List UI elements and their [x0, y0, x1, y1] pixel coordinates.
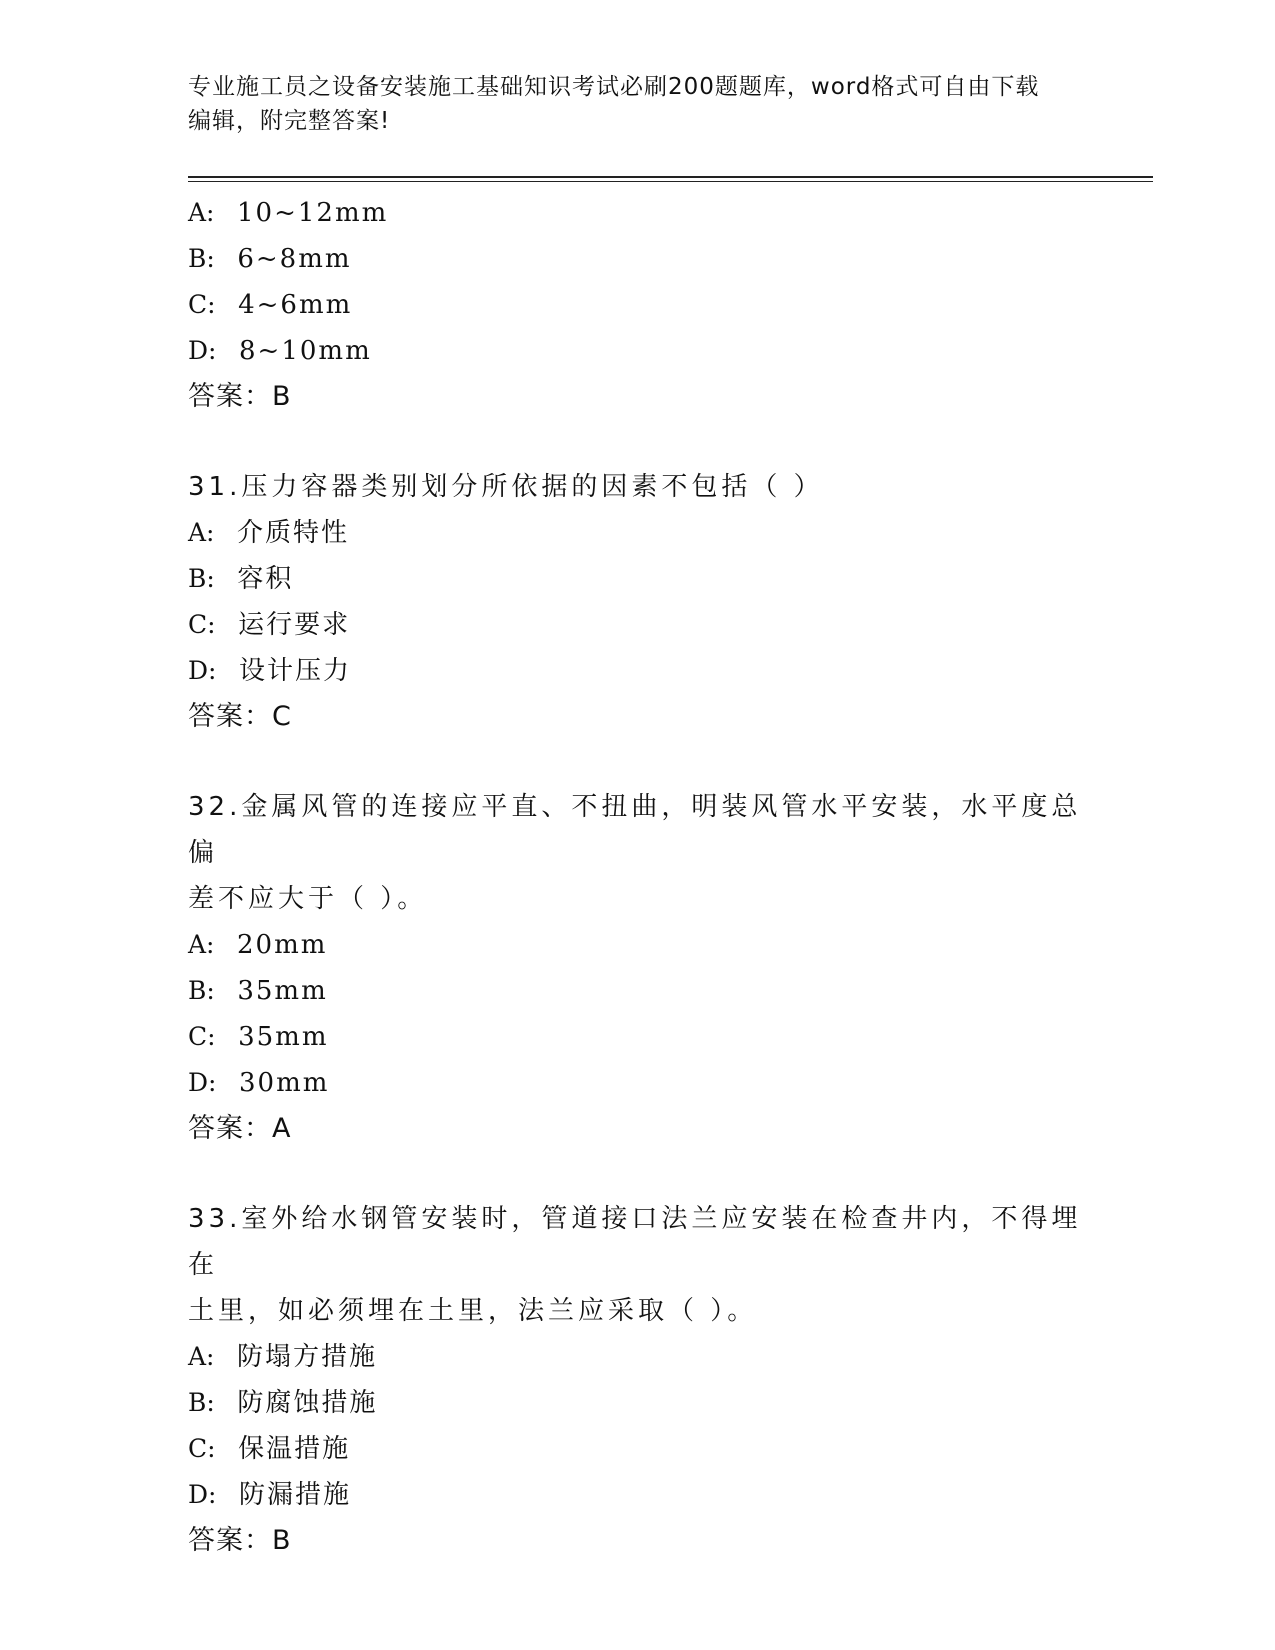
option-c: C: 保温措施 [188, 1434, 351, 1464]
spacer [188, 740, 1088, 784]
question-32 [188, 784, 1088, 1152]
header-line-1: 专业施工员之设备安装施工基础知识考试必刷200题题库，word格式可自由下载 [188, 74, 1040, 100]
question-stem: 31.压力容器类别划分所依据的因素不包括（ ） [188, 472, 824, 502]
question-30-continued [188, 190, 1088, 420]
option-c: C: 运行要求 [188, 610, 351, 640]
option-a: A: 防塌方措施 [188, 1342, 378, 1372]
option-a: A: 20mm [188, 930, 328, 960]
document-header [188, 70, 1088, 138]
option-b: B: 容积 [188, 564, 294, 594]
option-d: D: 8~10mm [188, 336, 372, 366]
option-b: B: 35mm [188, 976, 328, 1006]
option-a: A: 10~12mm [188, 198, 389, 228]
question-stem-line-2: 差不应大于（ ）。 [188, 884, 428, 914]
option-c: C: 4~6mm [188, 290, 353, 320]
option-d: D: 防漏措施 [188, 1480, 352, 1510]
question-stem-line-1: 33.室外给水钢管安装时，管道接口法兰应安装在检查井内，不得埋在 [188, 1204, 1082, 1280]
option-d: D: 设计压力 [188, 656, 352, 686]
answer: 答案：B [188, 381, 292, 412]
answer: 答案：B [188, 1525, 292, 1556]
option-d: D: 30mm [188, 1068, 330, 1098]
question-stem-line-2: 土里，如必须埋在土里，法兰应采取（ ）。 [188, 1296, 758, 1326]
header-line-2: 编辑，附完整答案! [188, 108, 391, 134]
spacer [188, 1152, 1088, 1196]
answer: 答案：A [188, 1113, 292, 1144]
question-33 [188, 1196, 1088, 1564]
option-c: C: 35mm [188, 1022, 329, 1052]
question-list [188, 190, 1088, 1564]
header-divider-thick [188, 176, 1153, 178]
option-a: A: 介质特性 [188, 518, 350, 548]
answer: 答案：C [188, 701, 292, 732]
question-stem-line-1: 32.金属风管的连接应平直、不扭曲，明装风管水平安装，水平度总偏 [188, 792, 1082, 868]
option-b: B: 6~8mm [188, 244, 352, 274]
header-divider-thin [188, 181, 1153, 182]
question-31 [188, 464, 1088, 740]
spacer [188, 420, 1088, 464]
option-b: B: 防腐蚀措施 [188, 1388, 378, 1418]
